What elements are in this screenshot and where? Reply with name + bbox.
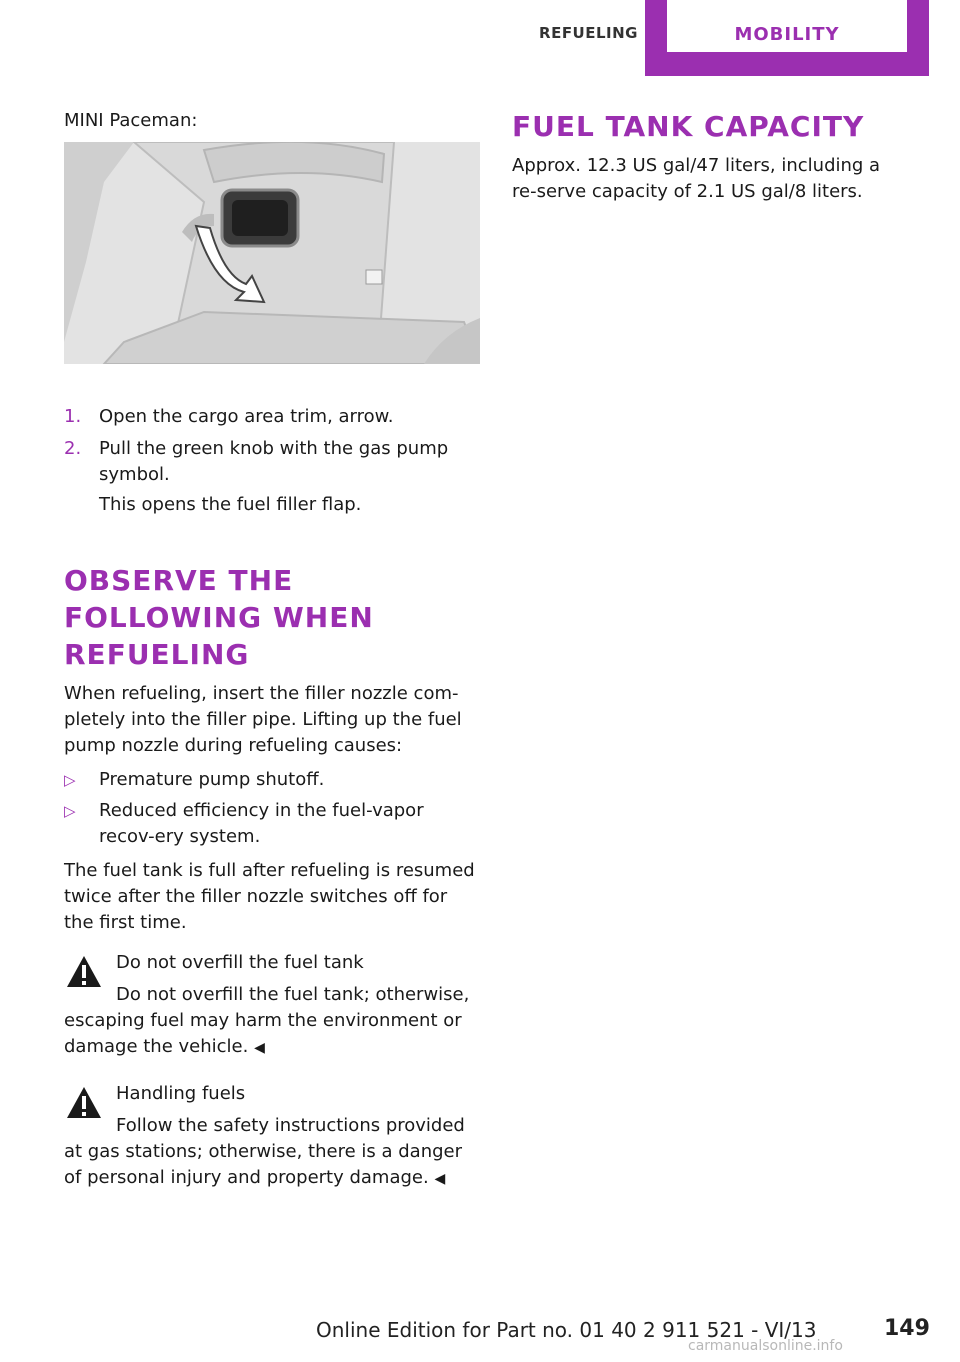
bullet-list xyxy=(64,767,480,850)
bullet-text: Premature pump shutoff. xyxy=(99,769,325,790)
refueling-intro: When refueling, insert the filler nozzle com-pletely into the filler pipe. Lifting up the fuel pump nozzle during refueling causes: xyxy=(64,683,462,756)
end-marker-icon: ◀ xyxy=(434,1171,446,1187)
warning-icon xyxy=(64,1083,104,1123)
watermark: carmanualsonline.info xyxy=(688,1338,843,1354)
left-column xyxy=(64,108,480,1192)
steps-list xyxy=(64,404,480,518)
warning-text: Follow the safety instructions provided at gas stations; otherwise, there is a danger of personal injury and property damage. xyxy=(64,1115,465,1188)
warning-block xyxy=(64,950,480,1061)
list-item xyxy=(64,767,480,793)
list-item xyxy=(64,436,480,518)
warning-text: Do not overfill the fuel tank; otherwise, escaping fuel may harm the environment or damage the vehicle. xyxy=(64,984,470,1057)
refueling-note: The fuel tank is full after refueling is resumed twice after the filler nozzle switches off for the first time. xyxy=(64,860,475,933)
footer-edition: Online Edition for Part no. 01 40 2 911 521 - VI/13 xyxy=(316,1318,817,1342)
section-heading-refueling: OBSERVE THE FOLLOWING WHEN REFUELING xyxy=(64,564,374,671)
step-text: Pull the green knob with the gas pump symbol. xyxy=(99,438,449,485)
triangle-bullet-icon: ▷ xyxy=(64,802,76,820)
bullet-text: Reduced efficiency in the fuel-vapor recov-ery system. xyxy=(99,800,424,847)
figure-caption: MINI Paceman: xyxy=(64,110,198,131)
triangle-bullet-icon: ▷ xyxy=(64,771,76,789)
capacity-text: Approx. 12.3 US gal/47 liters, including a re-serve capacity of 2.1 US gal/8 liters. xyxy=(512,155,881,202)
step-subtext: This opens the fuel filler flap. xyxy=(99,494,362,515)
warning-title: Handling fuels xyxy=(116,1083,246,1104)
warning-icon xyxy=(64,952,104,992)
header-section-label: REFUELING xyxy=(539,24,638,42)
step-number: 1. xyxy=(64,406,82,427)
right-column xyxy=(512,108,896,205)
page-number: 149 xyxy=(884,1316,930,1341)
chapter-tab-label: MOBILITY xyxy=(667,0,907,52)
list-item xyxy=(64,404,480,430)
chapter-tab[interactable] xyxy=(645,0,929,76)
section-heading-capacity: FUEL TANK CAPACITY xyxy=(512,110,865,143)
end-marker-icon: ◀ xyxy=(254,1040,265,1056)
cargo-area-illustration xyxy=(64,142,480,364)
step-text: Open the cargo area trim, arrow. xyxy=(99,406,394,427)
warning-title: Do not overfill the fuel tank xyxy=(116,952,364,973)
list-item xyxy=(64,798,480,850)
step-number: 2. xyxy=(64,438,82,459)
warning-block xyxy=(64,1081,480,1192)
